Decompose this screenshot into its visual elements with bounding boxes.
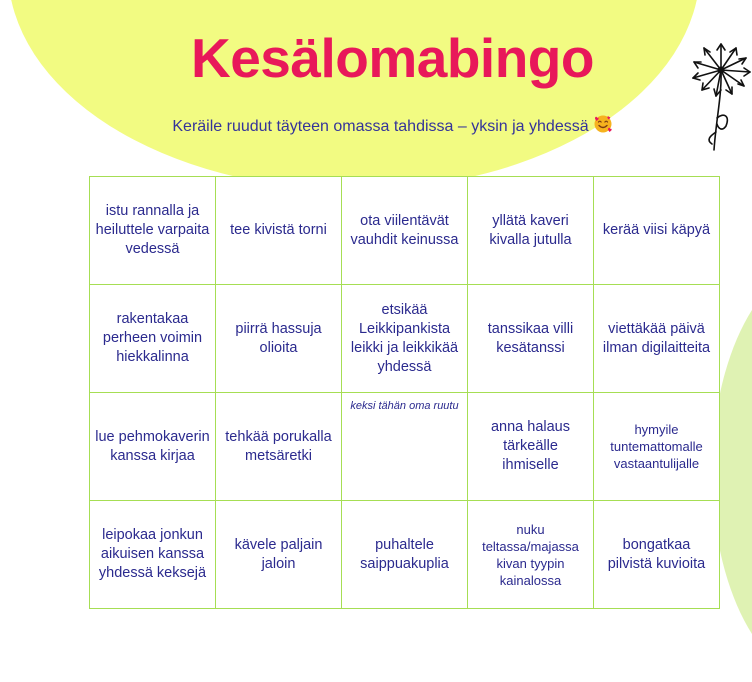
bingo-cell[interactable]: anna halaus tärkeälle ihmiselle — [468, 393, 594, 501]
page-title: Kesälomabingo — [190, 27, 595, 89]
bingo-cell[interactable]: tee kivistä torni — [216, 177, 342, 285]
bingo-cell[interactable]: rakentakaa perheen voimin hiekkalinna — [90, 285, 216, 393]
smiling-face-with-hearts-icon — [593, 114, 613, 139]
bingo-cell[interactable]: lue pehmokaverin kanssa kirjaa — [90, 393, 216, 501]
bingo-cell[interactable]: viettäkää päivä ilman digilaitteita — [594, 285, 720, 393]
bingo-grid — [89, 176, 720, 609]
bingo-row — [90, 285, 720, 393]
bingo-row — [90, 177, 720, 285]
bingo-row — [90, 393, 720, 501]
bingo-cell[interactable]: ota viilentävät vauhdit keinussa — [342, 177, 468, 285]
bingo-cell[interactable]: hymyile tuntemattomalle vastaantulijalle — [594, 393, 720, 501]
bingo-free-cell[interactable]: keksi tähän oma ruutu — [342, 393, 468, 501]
bingo-cell[interactable]: kerää viisi käpyä — [594, 177, 720, 285]
bingo-row — [90, 501, 720, 609]
bingo-cell[interactable]: etsikää Leikkipankista leikki ja leikkikää yhdessä — [342, 285, 468, 393]
page-subtitle — [120, 114, 665, 139]
bingo-cell[interactable]: yllätä kaveri kivalla jutulla — [468, 177, 594, 285]
bingo-cell[interactable]: nuku teltassa/majassa kivan tyypin kainalossa — [468, 501, 594, 609]
bingo-cell[interactable]: tehkää porukalla metsäretki — [216, 393, 342, 501]
bingo-cell[interactable]: leipokaa jonkun aikuisen kanssa yhdessä keksejä — [90, 501, 216, 609]
bingo-cell[interactable]: puhaltele saippuakuplia — [342, 501, 468, 609]
bingo-cell[interactable]: tanssikaa villi kesätanssi — [468, 285, 594, 393]
bingo-cell[interactable]: bongatkaa pilvistä kuvioita — [594, 501, 720, 609]
subtitle-text: Keräile ruudut täyteen omassa tahdissa – yksin ja yhdessä — [172, 118, 589, 135]
bingo-cell[interactable]: piirrä hassuja olioita — [216, 285, 342, 393]
bingo-cell[interactable]: istu rannalla ja heiluttele varpaita vedessä — [90, 177, 216, 285]
bingo-cell[interactable]: kävele paljain jaloin — [216, 501, 342, 609]
dandelion-doodle-icon — [688, 40, 752, 156]
